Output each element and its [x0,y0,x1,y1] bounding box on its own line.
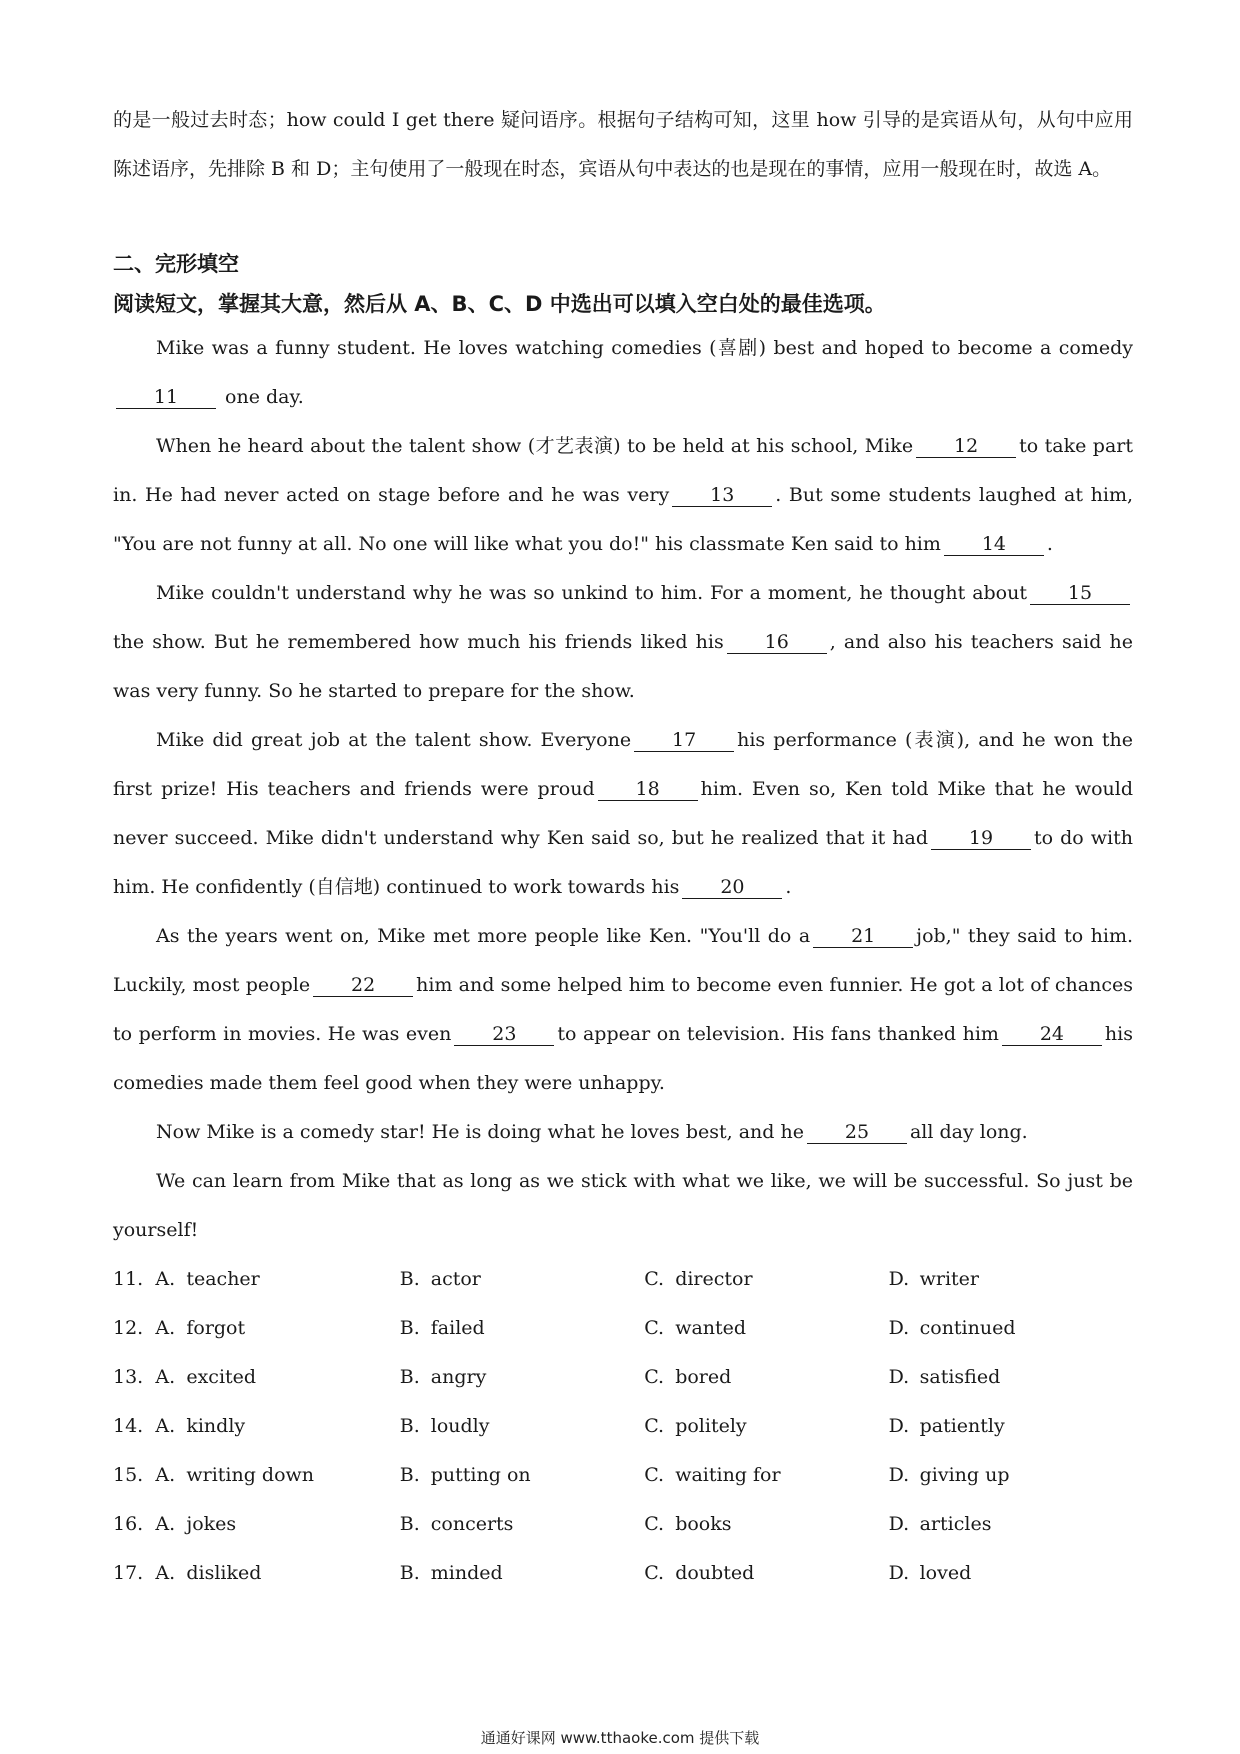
blank-22: 22 [313,974,413,997]
question-number: 11. [113,1268,144,1290]
text-segment: all day long. [909,1121,1028,1143]
text-segment: to do with him. He confidently (自信地) continued to work towards his [113,827,1133,898]
option-b: failed [430,1317,485,1339]
option-letter-a: A. [155,1562,176,1584]
option-letter-d: D. [888,1366,910,1388]
option-d: articles [919,1513,992,1535]
option-letter-b: B. [399,1366,420,1388]
option-a: kindly [186,1415,246,1437]
option-c: bored [675,1366,732,1388]
option-c: doubted [675,1562,755,1584]
option-b: actor [430,1268,481,1290]
option-c: books [675,1513,732,1535]
option-letter-b: B. [399,1317,420,1339]
option-a: jokes [186,1513,237,1535]
blank-17: 17 [634,729,734,752]
text-segment: . [785,876,792,898]
option-letter-d: D. [888,1562,910,1584]
question-number: 14. [113,1415,144,1437]
option-c: waiting for [675,1464,781,1486]
text-segment: him and some helped him to become even funnier. He got a lot of chances to perform in movies. He was even [113,974,1133,1045]
option-letter-b: B. [399,1513,420,1535]
option-d: patiently [919,1415,1005,1437]
option-letter-a: A. [155,1464,176,1486]
option-row-11 [113,1255,1133,1304]
blank-24: 24 [1002,1023,1102,1046]
text-segment: his performance (表演), and he won the first prize! His teachers and friends were proud [113,729,1133,800]
option-b: loudly [430,1415,490,1437]
option-b: angry [430,1366,487,1388]
blank-16: 16 [727,631,827,654]
option-c: director [675,1268,753,1290]
document-page [113,96,1133,1598]
passage-paragraph-7: We can learn from Mike that as long as we stick with what we like, we will be successful. So just be yourself! [113,1170,1133,1241]
option-letter-b: B. [399,1268,420,1290]
option-row-14 [113,1402,1133,1451]
option-a: excited [186,1366,257,1388]
option-d: writer [919,1268,979,1290]
text-segment: When he heard about the talent show (才艺表演) to be held at his school, Mike [156,435,914,457]
text-segment: As the years went on, Mike met more people like Ken. "You'll do a [156,925,811,947]
option-a: teacher [186,1268,260,1290]
option-d: continued [919,1317,1016,1339]
option-a: forgot [186,1317,246,1339]
blank-18: 18 [598,778,698,801]
options-list [113,1255,1133,1598]
option-letter-c: C. [644,1366,665,1388]
blank-20: 20 [682,876,782,899]
text-segment: Mike couldn't understand why he was so unkind to him. For a moment, he thought about [156,582,1027,604]
section-title: 二、完形填空 [113,252,239,276]
blank-14: 14 [944,533,1044,556]
text-segment: to appear on television. His fans thanked him [557,1023,999,1045]
option-letter-a: A. [155,1268,176,1290]
option-letter-d: D. [888,1317,910,1339]
option-d: giving up [919,1464,1010,1486]
question-number: 16. [113,1513,144,1535]
intro-paragraph: 的是一般过去时态；how could I get there 疑问语序。根据句子结构可知，这里 how 引导的是宾语从句，从句中应用陈述语序，先排除 B 和 D；主句使用了一般现在时态，宾语从句中表达的也是现在的事情，应用一般现在时，故选 A。 [113,109,1133,180]
passage-paragraph-4 [113,716,1133,912]
option-b: minded [430,1562,503,1584]
question-number: 13. [113,1366,144,1388]
option-a: writing down [186,1464,315,1486]
option-letter-c: C. [644,1268,665,1290]
option-letter-c: C. [644,1317,665,1339]
option-letter-b: B. [399,1562,420,1584]
passage-paragraph-2 [113,422,1133,569]
option-d: loved [919,1562,972,1584]
text-segment: Mike did great job at the talent show. Everyone [156,729,632,751]
text-segment: him. Even so, Ken told Mike that he would never succeed. Mike didn't understand why Ken said so, but he realized that it had [113,778,1134,849]
option-row-15 [113,1451,1133,1500]
blank-13: 13 [672,484,772,507]
passage-paragraph-6 [113,1108,1133,1157]
text-segment: Now Mike is a comedy star! He is doing what he loves best, and he [156,1121,804,1143]
text-segment: Mike was a funny student. He loves watching comedies (喜剧) best and hoped to become a comedy [156,337,1133,359]
blank-11: 11 [116,386,216,409]
option-letter-a: A. [155,1415,176,1437]
option-letter-a: A. [155,1366,176,1388]
question-number: 15. [113,1464,144,1486]
page-footer: 通通好课网 www.tthaoke.com 提供下载 [480,1729,760,1747]
option-b: concerts [430,1513,514,1535]
section-instruction: 阅读短文，掌握其大意，然后从 A、B、C、D 中选出可以填入空白处的最佳选项。 [113,292,886,316]
option-b: putting on [430,1464,531,1486]
text-segment: his comedies made them feel good when they were unhappy. [113,1023,1133,1094]
option-row-17 [113,1549,1133,1598]
option-row-13 [113,1353,1133,1402]
text-segment: , and also his teachers said he was very funny. So he started to prepare for the show. [113,631,1133,702]
passage-paragraph-1 [113,324,1133,422]
option-letter-a: A. [155,1513,176,1535]
option-letter-b: B. [399,1464,420,1486]
question-number: 17. [113,1562,144,1584]
option-letter-c: C. [644,1562,665,1584]
text-segment: one day. [225,386,304,408]
option-letter-d: D. [888,1464,910,1486]
blank-25: 25 [807,1121,907,1144]
option-a: disliked [186,1562,262,1584]
text-segment: to take part in. He had never acted on stage before and he was very [113,435,1134,506]
option-letter-c: C. [644,1513,665,1535]
blank-21: 21 [813,925,913,948]
blank-19: 19 [931,827,1031,850]
option-row-16 [113,1500,1133,1549]
option-letter-d: D. [888,1415,910,1437]
option-letter-c: C. [644,1415,665,1437]
text-segment: job," they said to him. Luckily, most people [113,925,1133,996]
text-segment: . But some students laughed at him, "You are not funny at all. No one will like what you do!" his classmate Ken said to him [113,484,1133,555]
text-segment: . [1046,533,1053,555]
question-number: 12. [113,1317,144,1339]
option-d: satisfied [919,1366,1001,1388]
passage-paragraph-3 [113,569,1133,716]
option-c: politely [675,1415,747,1437]
option-c: wanted [675,1317,747,1339]
option-row-12 [113,1304,1133,1353]
blank-15: 15 [1030,582,1130,605]
blank-23: 23 [454,1023,554,1046]
option-letter-c: C. [644,1464,665,1486]
passage-paragraph-5 [113,912,1133,1108]
option-letter-b: B. [399,1415,420,1437]
option-letter-a: A. [155,1317,176,1339]
blank-12: 12 [916,435,1016,458]
option-letter-d: D. [888,1268,910,1290]
text-segment: the show. But he remembered how much his friends liked his [113,631,724,653]
option-letter-d: D. [888,1513,910,1535]
